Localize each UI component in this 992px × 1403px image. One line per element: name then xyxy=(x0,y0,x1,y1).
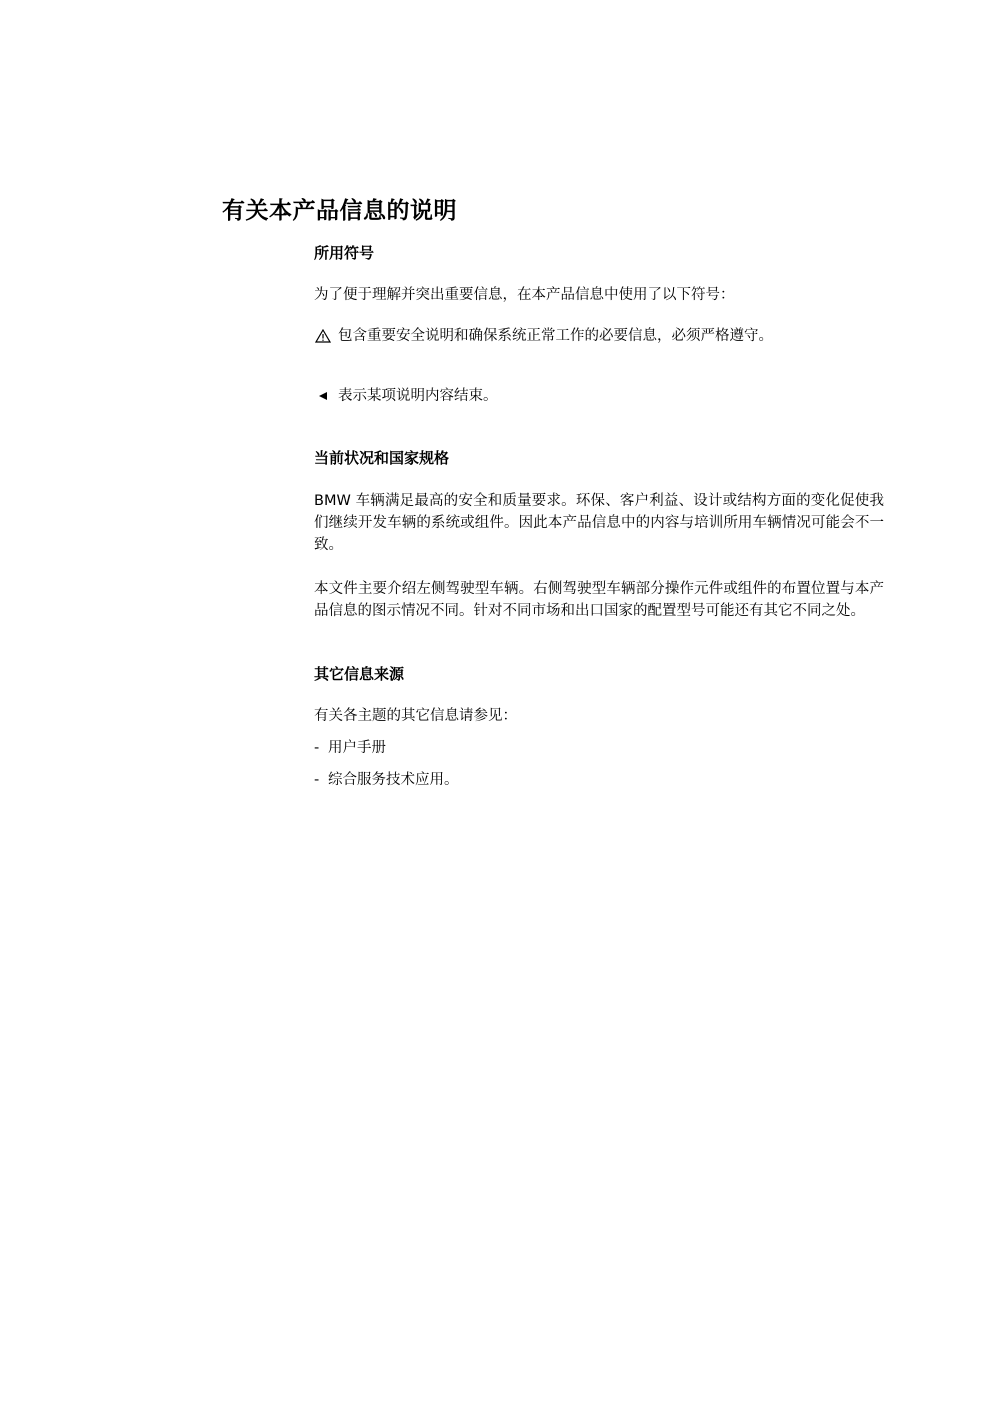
symbol-end-row xyxy=(314,385,884,407)
sources-intro-text: 有关各主题的其它信息请参见： xyxy=(314,708,517,724)
list-item xyxy=(314,769,884,791)
symbol-warning-row xyxy=(314,325,884,347)
symbols-intro-text: 为了便于理解并突出重要信息，在本产品信息中使用了以下符号： xyxy=(314,287,735,303)
list-bullet: - xyxy=(314,740,320,756)
list-bullet: - xyxy=(314,772,320,788)
section-heading-status: 当前状况和国家规格 xyxy=(314,449,450,467)
section-heading-symbols: 所用符号 xyxy=(314,244,375,262)
left-triangle-icon xyxy=(314,391,332,401)
warning-triangle-icon xyxy=(314,329,332,343)
symbol-warning-text: 包含重要安全说明和确保系统正常工作的必要信息，必须严格遵守。 xyxy=(338,328,773,344)
symbol-end-text: 表示某项说明内容结束。 xyxy=(338,388,498,404)
page-title: 有关本产品信息的说明 xyxy=(222,198,457,224)
list-item xyxy=(314,737,884,759)
section-heading-sources: 其它信息来源 xyxy=(314,665,405,683)
status-paragraph-2: 本文件主要介绍左侧驾驶型车辆。右侧驾驶型车辆部分操作元件或组件的布置位置与本产品信息的图示情况不同。针对不同市场和出口国家的配置型号可能还有其它不同之处。 xyxy=(314,581,884,619)
document-body xyxy=(314,240,884,791)
list-item-text: 综合服务技术应用。 xyxy=(328,772,459,788)
status-paragraph-1: BMW 车辆满足最高的安全和质量要求。环保、客户利益、设计或结构方面的变化促使我们继续开发车辆的系统或组件。因此本产品信息中的内容与培训所用车辆情况可能会不一致。 xyxy=(314,493,884,553)
list-item-text: 用户手册 xyxy=(328,740,386,756)
